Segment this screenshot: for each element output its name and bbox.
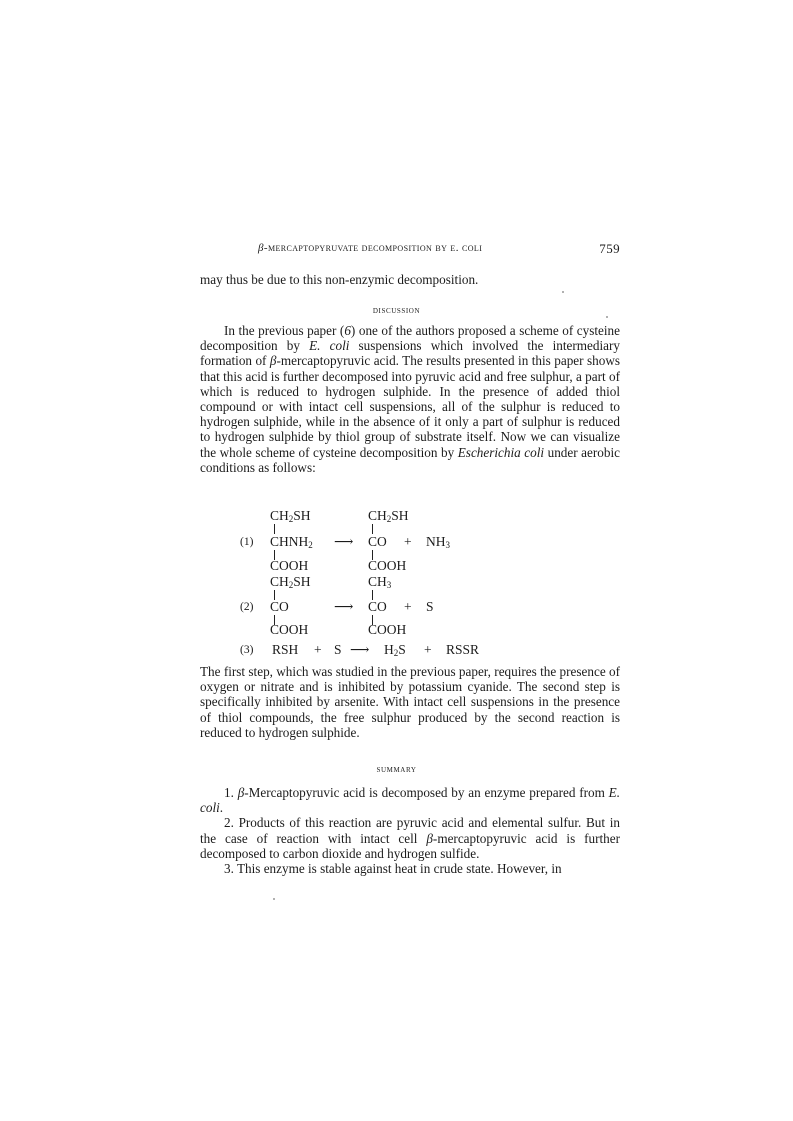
formula-part: CH bbox=[368, 508, 387, 523]
reaction-1-left-bottom: COOH bbox=[270, 558, 309, 573]
reaction-1-left-mid bbox=[270, 534, 313, 550]
discussion-heading: discussion bbox=[372, 305, 421, 316]
summary-item-2 bbox=[200, 815, 620, 861]
summary-list bbox=[200, 785, 620, 876]
text-run: -mercaptopyruvic acid is further decomposed to carbon dioxide and hydrogen sulfide. bbox=[200, 830, 621, 861]
formula-part: SH bbox=[293, 508, 311, 523]
list-number: 2. bbox=[224, 815, 234, 831]
reaction-2-number: (2) bbox=[240, 601, 254, 613]
beta-symbol: β bbox=[269, 353, 277, 369]
discussion-paragraph-1-text bbox=[200, 323, 620, 475]
running-head-title bbox=[258, 242, 482, 254]
formula-subscript: 2 bbox=[386, 514, 392, 524]
formula-part: S bbox=[398, 642, 406, 657]
reaction-1-arrow: ⟶ bbox=[334, 534, 354, 549]
organism-name: Escherichia coli bbox=[457, 444, 545, 460]
reaction-3-product-c bbox=[384, 642, 406, 658]
formula-part: NH bbox=[426, 534, 446, 549]
reaction-1-plus: + bbox=[404, 534, 412, 549]
organism-name: E. coli bbox=[200, 785, 621, 816]
text-run: under aerobic conditions as follows: bbox=[200, 444, 620, 475]
reaction-1-product bbox=[426, 534, 450, 550]
reaction-2-plus: + bbox=[404, 599, 412, 614]
discussion-paragraph-2 bbox=[200, 664, 620, 740]
formula-subscript: 2 bbox=[308, 540, 313, 550]
formula-part: CH bbox=[368, 574, 387, 589]
formula-part: H bbox=[384, 642, 394, 657]
list-number: 1. bbox=[224, 785, 234, 800]
text-run: -mercaptopyruvic acid. The results presented in this paper shows that this acid is further decomposed into pyruvic acid and free sulphur, a part of which is reduced to hydrogen sulphide. In the presence of added thiol compound or with intact cell suspensions, all of the sulphur is reduced to hydrogen sulphide, while in the absence of it only a part of sulphur is reduced to hydrogen sulphide by thiol group of substrate itself. Now we can visualize the whole scheme of cysteine decomposition by bbox=[200, 353, 620, 460]
organism-name: E. coli bbox=[309, 338, 350, 354]
formula-subscript: 2 bbox=[393, 648, 399, 658]
text-run: . bbox=[219, 800, 224, 816]
formula-part: CH bbox=[270, 574, 289, 589]
reaction-2-left-bottom: COOH bbox=[270, 622, 309, 637]
intro-line-text: may thus be due to this non-enzymic decomposition. bbox=[200, 272, 479, 287]
text-run: -Mercaptopyruvic acid is decomposed by an enzyme prepared from bbox=[244, 785, 609, 800]
reaction-1-right-mid: CO bbox=[368, 534, 387, 549]
reaction-1-number: (1) bbox=[240, 536, 254, 548]
beta-symbol: β bbox=[258, 242, 264, 254]
bond-line bbox=[372, 524, 373, 534]
text-run: This enzyme is stable against heat in crude state. However, in bbox=[236, 861, 562, 877]
reaction-2-right-bottom: COOH bbox=[368, 622, 407, 637]
formula-part: CHNH bbox=[270, 534, 309, 549]
reference-number: 6 bbox=[344, 323, 351, 338]
formula-subscript: 3 bbox=[386, 580, 392, 590]
formula-subscript: 3 bbox=[445, 540, 450, 550]
summary-item-3 bbox=[200, 861, 620, 876]
reaction-3-reactant-b: S bbox=[334, 642, 342, 657]
intro-line bbox=[200, 272, 620, 287]
reaction-3-product-d: RSSR bbox=[446, 642, 480, 657]
scan-speck bbox=[562, 291, 564, 293]
beta-symbol: β bbox=[426, 830, 433, 846]
beta-symbol: β bbox=[237, 785, 245, 800]
reaction-3-arrow: ⟶ bbox=[350, 642, 370, 657]
reaction-3-reactant-a: RSH bbox=[272, 642, 299, 657]
scan-speck bbox=[273, 898, 275, 900]
reaction-2-right-mid: CO bbox=[368, 599, 387, 614]
list-number: 3. bbox=[224, 861, 234, 877]
reaction-1-right-top bbox=[368, 508, 409, 524]
scan-speck bbox=[606, 316, 608, 318]
reaction-2-arrow: ⟶ bbox=[334, 599, 354, 614]
discussion-paragraph-1 bbox=[200, 323, 620, 475]
reaction-3-plus-1: + bbox=[314, 642, 322, 657]
formula-part: CH bbox=[270, 508, 289, 523]
reaction-2-product: S bbox=[426, 599, 434, 614]
reaction-1-left-top bbox=[270, 508, 311, 524]
formula-subscript: 2 bbox=[288, 580, 294, 590]
formula-part: SH bbox=[293, 574, 311, 589]
reaction-2-right-top bbox=[368, 574, 391, 590]
reaction-scheme bbox=[230, 508, 550, 658]
bond-line bbox=[274, 524, 275, 534]
page-number: 759 bbox=[599, 241, 620, 256]
text-run: In the previous paper ( bbox=[224, 323, 345, 338]
reaction-1-right-bottom: COOH bbox=[368, 558, 407, 573]
discussion-paragraph-2-text: The first step, which was studied in the previous paper, requires the presence of oxygen or nitrate and is inhibited by potassium cyanide. The second step is specifically inhibited by arsenite. With intact cell suspensions in the presence of thiol compounds, the free sulphur produced by the second reaction is reduced to hydrogen sulphide. bbox=[200, 664, 620, 740]
reaction-3-number: (3) bbox=[240, 644, 254, 656]
summary-heading: summary bbox=[376, 764, 417, 775]
text-run: suspensions which involved the intermediary formation of bbox=[200, 338, 620, 369]
text-run: Products of this reaction are pyruvic acid and elemental sulfur. But in the case of reaction with intact cell bbox=[200, 815, 621, 846]
formula-part: SH bbox=[391, 508, 409, 523]
reaction-3-plus-2: + bbox=[424, 642, 432, 657]
formula-subscript: 2 bbox=[288, 514, 294, 524]
text-run: ) one of the authors proposed a scheme of cysteine decomposition by bbox=[200, 323, 620, 354]
running-head-text: -mercaptopyruvate decomposition by e. coli bbox=[263, 242, 483, 254]
reaction-2-left-top bbox=[270, 574, 311, 590]
summary-item-1 bbox=[200, 785, 620, 815]
reaction-2-left-mid: CO bbox=[270, 599, 289, 614]
